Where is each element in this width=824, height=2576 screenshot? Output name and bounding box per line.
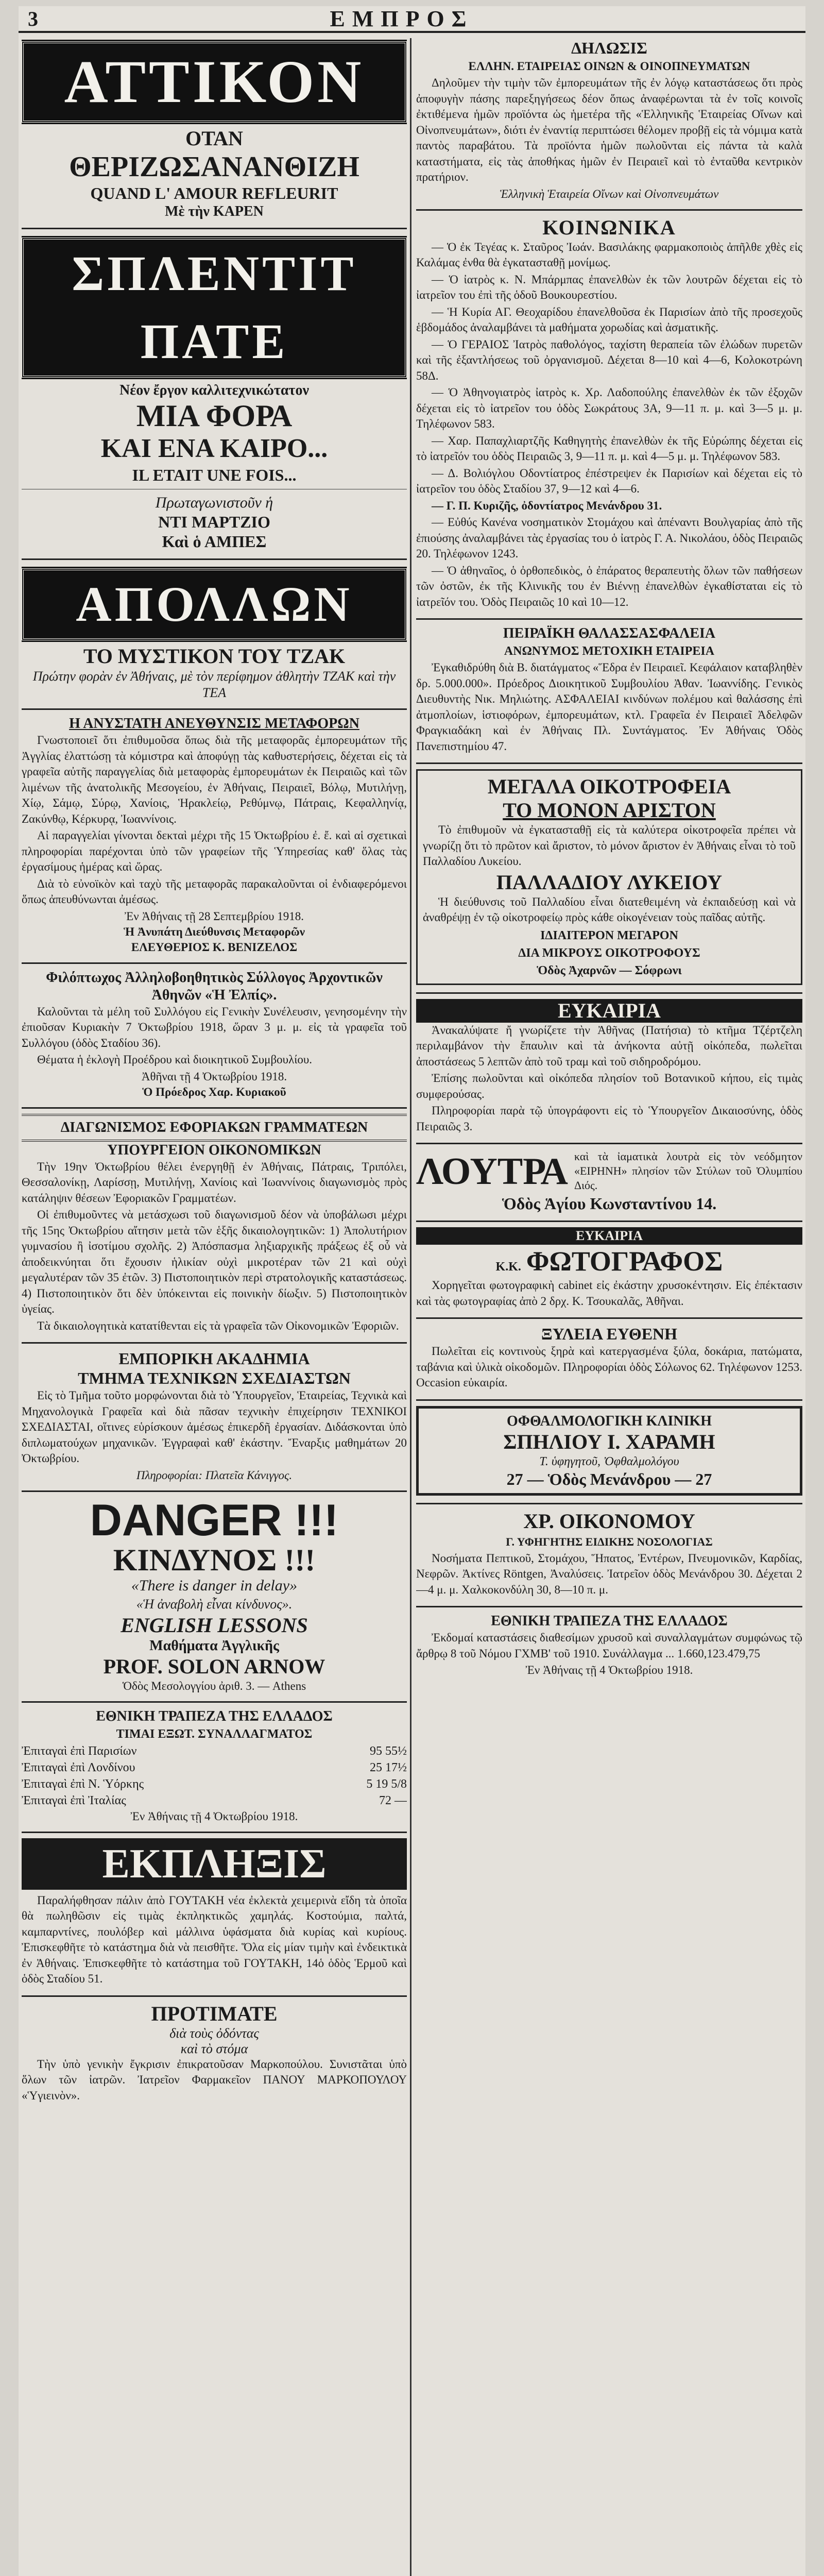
opportunity-p3: Πληροφορίαι παρὰ τῷ ὑπογράφοντι εἰς τὸ Ὑπουργεῖον Δικαιοσύνης, ὁδὸς Πειραιῶς 3. [416,1104,802,1133]
philanthropic-body: Καλοῦνται τὰ μέλη τοῦ Συλλόγου εἰς Γενικὴν Συνέλευσιν, γενησομένην τὴν ἐπιοῦσαν Κυριακὴν 7 Ὀκτωβρίου 1918, ὥραν 3 μ. μ. εἰς τὰ γραφεῖα τοῦ Συλλόγου (ὁδὸς Σταδίου 36). [22,1005,407,1049]
attikon-line1: ΟΤΑΝ [185,127,243,150]
philanthropic-p2: Θέματα ἡ ἐκλογὴ Προέδρου καὶ διοικητικοῦ Συμβουλίου. [37,1053,313,1066]
apollon-line2: Πρώτην φορὰν ἐν Ἀθήναις, μὲ τὸν περίφημον ἀθλητὴν ΤΖΑΚ καὶ τὴν ΤΕΑ [32,669,396,700]
attikon-line3: QUAND L' AMOUR REFLEURIT [90,184,338,202]
bank-rate-row [22,1759,407,1776]
bank-date: Ἐν Ἀθήναις τῇ 4 Ὀκτωβρίου 1918. [130,1809,298,1823]
photo-prefix: Κ.Κ. [495,1260,521,1274]
protimate-line1: διὰ τοὺς ὀδόντας [169,2025,259,2041]
divider [416,1606,802,1607]
wood-title: ΞΥΛΕΙΑ ΕΥΘΕΝΗ [541,1325,678,1343]
bank-rate-label: Ἐπιταγαὶ ἐπὶ Ἰταλίας [22,1793,126,1807]
philanthropic-sign: Ὁ Πρόεδρος Χαρ. Κυριακοῦ [142,1085,286,1098]
exams-title: ΔΙΑΓΩΝΙΣΜΟΣ ΕΦΟΡΙΑΚΩΝ ΓΡΑΜΜΑΤΕΩΝ [22,1114,407,1142]
divider [22,1490,407,1492]
academy-subtitle: ΤΜΗΜΑ ΤΕΧΝΙΚΩΝ ΣΧΕΔΙΑΣΤΩΝ [78,1369,351,1387]
divider [416,1317,802,1319]
academy-title: ΕΜΠΟΡΙΚΗ ΑΚΑΔΗΜΙΑ [118,1349,310,1368]
bank-rate-value: 72 — [379,1793,407,1807]
social-p10: — Ὁ ἀθηναῖος, ὁ ὀρθοπεδικὸς, ὁ ἐπάρατος θεραπευτὴς ὅλων τῶν παθήσεων τῶν ὀστῶν, ἐκ τῆς Κλινικῆς του ἐν Βιέννῃ ἐπανελθὼν ἐγκαθίσταται εἰς τὸ ἰατρεῖόν του. Ὁδὸς Πειραιῶς 10 καὶ 10—12. [416,564,802,608]
protimate-body: Τὴν ὑπὸ γενικὴν ἔγκρισιν ἐπικρατοῦσαν Μαρκοπούλου. Συνιστᾶται ὑπὸ ὅλων τῶν ἰατρῶν. Ἰατρεῖον Φαρμακεῖον ΠΑΝΟΥ ΜΑΡΚΟΠΟΥΛΟΥ «Ὑγιεινὸν». [22,2057,407,2102]
bank2-title: ΕΘΝΙΚΗ ΤΡΑΠΕΖΑ ΤΗΣ ΕΛΛΑΔΟΣ [491,1613,728,1629]
divider [416,992,802,994]
protimate-line2: καὶ τὸ στόμα [180,2041,248,2056]
danger-line2: «Ἡ ἀναβολὴ εἶναι κίνδυνος». [136,1596,293,1612]
ad-insurance [416,625,802,755]
ad-english-lessons [22,1497,407,1694]
divider [22,708,407,710]
ad-doctor [416,1510,802,1599]
opportunity-p1: Ἀνακαλύψατε ἤ γνωρίζετε τὴν Ἀθῆνας (Πατήσια) τὸ κτῆμα Τζέρτζελη περιλαμβάνον τὴν ἔπαυλιν καὶ τὰ ἀνήκοντα αὐτῇ οἰκόπεδα, πωλεῖται ἀποστάσεως 5 λεπτῶν ἀπὸ τοῦ τραμ καὶ τοῦ σιδηροδρόμου. [416,1023,802,1068]
splendid-line4: IL ETAIT UNE FOIS... [132,466,297,484]
clinic-owner: ΣΠΗΛΙΟΥ Ι. ΧΑΡΑΜΗ [503,1430,715,1453]
notice-bank-rates [22,1708,407,1824]
splendid-line1: Νέον ἔργον καλλιτεχνικώτατον [119,382,309,398]
social-title: ΚΟΙΝΩΝΙΚΑ [542,215,676,239]
ad-splendid [22,234,407,551]
bank-subtitle: ΤΙΜΑΙ ΕΞΩΤ. ΣΥΝΑΛΛΑΓΜΑΤΟΣ [116,1727,313,1741]
apollon-logo: ΑΠΟΛΛΩΝ [22,568,407,640]
splendid-line5: Πρωταγωνιστοῦν ἡ [155,494,273,511]
doctor-title: ΧΡ. ΟΙΚΟΝΟΜΟΥ [523,1509,695,1533]
bank-rate-value: 95 55½ [370,1744,407,1758]
bank-rate-label: Ἐπιταγαὶ ἐπὶ Ν. Ὑόρκης [22,1777,144,1791]
insurance-body: Ἐγκαθιδρύθη διὰ Β. διατάγματος «Ἕδρα ἐν Πειραιεῖ. Κεφάλαιον καταβληθὲν δρ. 5.000.000». Πρόεδρος Διοικητικοῦ Συμβουλίου Ἀθαν. Ἰωαννίδης. Γενικὸς Διευθυντὴς Νικ. Μηλιώτης. ΑΣΦΑΛΕΙΑΙ κινδύνων πολέμου καὶ θαλάσσης ἐπὶ ἀτμοπλοίων, ἱστιοφόρων, ἐμπορευμάτων, κτλ. Γραφεῖα ἐν Πειραιεῖ Ἀδελφῶν Φραγκιαδάκη καὶ ἐν Ἀθήναις Πλ. Συντάγματος. Ἐν Ἀθήναις Ὁδὸς Πανεπιστημίου 47. [416,661,802,753]
social-p1: — Ὁ ἐκ Τεγέας κ. Σταῦρος Ἰωάν. Βασιλάκης φαρμακοποιὸς ἀπῆλθε χθὲς εἰς Καλάμας ἐνθα θὰ ἐγκατασταθῇ μονίμως. [416,240,802,269]
divider [416,618,802,620]
notice-bank-statement [416,1613,802,1678]
academy-sign: Πληροφορίαι: Πλατεῖα Κάνιγγος. [136,1468,293,1482]
divider [416,1143,802,1144]
boarding-footer3: Ὁδὸς Ἀχαρνῶν — Σόφρωνι [537,963,682,977]
evacuees-sign2: ΕΛΕΥΘΕΡΙΟΣ Κ. ΒΕΝΙΖΕΛΟΣ [131,940,298,954]
divider [416,209,802,211]
divider [22,558,407,560]
divider [416,1221,802,1222]
danger-title: DANGER !!! [90,1497,339,1545]
divider [416,1503,802,1504]
evacuees-p1: Γνωστοποιεῖ ὅτι ἐπιθυμοῦσα ὅπως διὰ τῆς μεταφορᾶς ἐμπορευμάτων τῆς Ἀγγλίας ἐλαττώσῃ τὰ κόμιστρα καὶ ἀποφύγῃ τὰς καθυστερήσεις, δέχεται εἰς τὰ γραφεῖα αὐτῆς παραγγελίας διὰ μεταφορὰς ἐμπορευμάτων ἐκ Πειραιῶς καὶ τῶν λιμένων τῆς ἀνατολικῆς Μεσογείου, ἐν Ἀθήναις, Πειραιεῖ, Βόλῳ, Μυτιλήνῃ, Χίῳ, Σάμῳ, Σύρῳ, Χανίοις, Ἡρακλείῳ, Ρεθύμνῳ, Πάτραις, Κεφαλληνίᾳ, Ζακύνθῳ, Κέρκυρᾳ, Ἰωαννίνοις. [22,734,407,825]
photo-body: Χορηγεῖται φωτογραφικὴ cabinet εἰς ἐκάστην χρυσοκέντησιν. Εἰς ἐπέκτασιν καὶ τὰς φωτογραφίας ἀπὸ 2 δρχ. Κ. Τσουκαλᾶς, Ἀθῆναι. [416,1279,802,1308]
attikon-line4: Μὲ τὴν ΚΑΡΕΝ [165,204,264,219]
right-column [416,38,802,2576]
danger-line1: «There is danger in delay» [131,1577,298,1594]
page-number: 3 [28,7,38,30]
boarding-body: Τὸ ἐπιθυμοῦν νὰ ἐγκατασταθῇ εἰς τὰ καλύτερα οἰκοτροφεῖα πρέπει νὰ γνωρίζῃ ὅτι τὸ πρῶτον καὶ ἄριστον, τὸ μόνον ἄριστον ἐν Ἀθήναις εἶναι τὸ τοῦ Παλλαδίου Λυκείου. [423,823,796,868]
photo-shop: ΦΩΤΟΓΡΑΦΟΣ [526,1246,723,1277]
masthead [19,6,805,33]
divider [22,962,407,964]
photo-title: ΕΥΚΑΙΡΙΑ [416,1227,802,1245]
bank2-date: Ἐν Ἀθήναις τῇ 4 Ὀκτωβρίου 1918. [525,1664,693,1676]
danger-line3: ENGLISH LESSONS [121,1613,308,1637]
notice-declaration [416,38,802,202]
exams-p3: Τὰ δικαιολογητικὰ κατατίθενται εἰς τὰ γραφεῖα τῶν Οἰκονομικῶν Ἐφοριῶν. [37,1319,399,1332]
clinic-line1: Τ. ὑφηγητοῦ, Ὀφθαλμολόγου [539,1454,679,1468]
social-p2: — Ὁ ἰατρὸς κ. Ν. Μπάρμπας ἐπανελθὼν ἐκ τῶν λουτρῶν δέχεται εἰς τὸ ἰατρεῖον του ἐπὶ τῆς ὁδοῦ Βουκουρεστίου. [416,273,802,301]
social-p7: — Δ. Βολιόγλου Οδοντίατρος ἐπέστρεψεν ἐκ Παρισίων καὶ δέχεται εἰς τὸ ἰατρεῖον του ὁδὸς Σταδίου 37, 9—12 καὶ 4—6. [416,466,802,495]
danger-line4: Μαθήματα Ἀγγλικῆς [149,1637,279,1654]
ad-photographer [416,1227,802,1310]
splendid-line6: ΝΤΙ ΜΑΡΤΖΙΟ [158,513,270,531]
opportunity-title: ΕΥΚΑΙΡΙΑ [416,999,802,1023]
boarding-subtitle: ΤΟ ΜΟΝΟΝ ΑΡΙΣΤΟΝ [503,799,716,822]
insurance-title: ΠΕΙΡΑΪΚΗ ΘΑΛΑΣΣΑΣΦΑΛΕΙΑ [503,625,716,641]
bank-rate-label: Ἐπιταγαὶ ἐπὶ Λονδίνου [22,1760,135,1774]
divider [22,1342,407,1344]
evacuees-sign1: Ἡ Ἀνυπάτη Διεύθυνσις Μεταφορῶν [124,925,305,938]
ekplixis-body: Παραλήφθησαν πάλιν ἀπὸ ΓΟΥΤΑΚΗ νέα ἐκλεκτὰ χειμερινὰ εἴδη τὰ ὁποῖα θὰ πωληθῶσιν εἰς τιμὰς ἐκπληκτικῶς χαμηλάς. Κοστούμια, παλτά, καμπαρντίνες, πουλόβερ καὶ μάλλινα ὑφάσματα διὰ κυρίας καὶ κυρίους. Ἐπισκεφθῆτε τὸ κατάστημα διὰ νὰ πεισθῆτε. Ὅλα εἰς μίαν τιμὴν καὶ ἐνδεικτικὰ ἐν Ἀθήναις. Ἐπισκεφθῆτε τὸ κατάστημα τοῦ ΓΟΥΤΑΚΗ, 14ὁ ὁδὸς Ἑρμοῦ καὶ ὁδὸς Σταδίου 51. [22,1893,407,1985]
notice-philanthropic [22,969,407,1100]
bank-rate-row [22,1776,407,1792]
bank-rate-row [22,1743,407,1759]
bank-title: ΕΘΝΙΚΗ ΤΡΑΠΕΖΑ ΤΗΣ ΕΛΛΑΔΟΣ [96,1708,333,1724]
clinic-address: 27 — Ὁδὸς Μενάνδρου — 27 [506,1469,712,1488]
bank2-body: Ἐκδομαί καταστάσεις διαθεσίμων χρυσοῦ καὶ συναλλαγμάτων συμφώνως τῷ ἄρθρῳ 8 τοῦ Νόμου ΓΧΜΒ' τοῦ 1910. Συνάλλαγμα ... 1.660,123.479,75 [416,1631,802,1660]
opportunity-p2: Ἐπίσης πωλοῦνται καὶ οἰκόπεδα πλησίον τοῦ Βοτανικοῦ κήπου, εἰς τιμὰς συμφερούσας. [416,1072,802,1100]
boarding-school: ΠΑΛΛΑΔΙΟΥ ΛΥΚΕΙΟΥ [496,870,723,894]
ad-opportunity [416,999,802,1136]
ekplixis-title: ΕΚΠΛΗΞΙΣ [22,1838,407,1890]
section-social [416,216,802,612]
social-p3: — Ἡ Κυρία ΑΓ. Θεοχαρίδου ἐπανελθοῦσα ἐκ Παρισίων ἀπὸ τῆς προσεχοῦς ἑβδομάδος ἀναλαμβάνει τὰ μαθήματα χορωδίας καὶ ἀσματικῆς. [416,305,802,334]
bank-rate-value: 25 17½ [370,1760,407,1774]
notice-exams [22,1114,407,1335]
notice-evacuees [22,715,407,955]
ad-wood [416,1324,802,1392]
social-p4: — Ὁ ΓΕΡΑΙΟΣ Ἰατρὸς παθολόγος, ταχίστη θεραπεία τῶν ἐλώδων πυρετῶν καὶ τῆς ἐξαντλήσεως τοῦ ὀργανισμοῦ. Δέχεται 8—10 καὶ 4—6, Κολοκοτρώνη 58Δ. [416,337,802,382]
attikon-line2: ΘΕΡΙΖΩΣΑΝΑΝΘΙΖΗ [69,151,359,183]
philanthropic-title: Φιλόπτωχος Ἀλληλοβοηθητικὸς Σύλλογος Ἀρχοντικῶν Ἀθηνῶν «Ἡ Ἐλπίς». [46,969,383,1003]
splendid-logo: ΣΠΛΕΝΤΙΤ ΠΑΤΕ [22,238,407,378]
bank-rate-row [22,1792,407,1809]
notice-body: Δηλοῦμεν τὴν τιμὴν τῶν ἐμπορευμάτων τῆς ἐν λόγῳ καταστάσεως ὅτι πρὸς ἀποφυγὴν πάσης παρεξηγήσεως δέον ὅπως ἀναφέρωνται τὰ ἐν τοῖς κοινοῖς ἐκτιθέμενα ἡμῶν προϊόντα ὡς ἡμετέρα τῆς «Ἑλληνικῆς Ἑταιρείας Οἴνων καὶ Οἰνοπνευμάτων», διότι ἐν ἐναντίᾳ περιπτώσει θέλομεν προβῇ εἰς τὰ νόμιμα κατὰ παντὸς παραβάτου. Τὰ προϊόντα ἡμῶν πωλοῦνται εἰς πάντα τὰ καλὰ καταστήματα, εἰς τὰς ἀποθήκας ἡμῶν ἐν Πειραιεῖ καὶ τὸ ἐνταῦθα κεντρικὸν πρατήριον. [416,76,802,183]
philanthropic-date: Ἀθῆναι τῇ 4 Ὀκτωβρίου 1918. [141,1070,287,1083]
boarding-footer1: ΙΔΙΑΙΤΕΡΟΝ ΜΕΓΑΡΟΝ [540,928,678,942]
newspaper-page [19,6,805,2576]
divider [22,1995,407,1997]
clinic-title: ΟΦΘΑΛΜΟΛΟΓΙΚΗ ΚΛΙΝΙΚΗ [506,1413,712,1429]
doctor-subtitle: Γ. ΥΦΗΓΗΤΗΣ ΕΙΔΙΚΗΣ ΝΟΣΟΛΟΓΙΑΣ [506,1535,713,1548]
ad-apollon [22,565,407,701]
splendid-line3: ΚΑΙ ΕΝΑ ΚΑΙΡΟ... [100,434,328,463]
academy-body: Εἰς τὸ Τμῆμα τοῦτο μορφώνονται διὰ τὸ Ὑπουργεῖον, Ἑταιρείας, Τεχνικὰ καὶ Μηχανολογικὰ Γραφεῖα καὶ διὰ πᾶσαν τεχνικὴν ἐπιχείρησιν ΤΕΧΝΙΚΟΙ ΣΧΕΔΙΑΣΤΑΙ, οἵτινες εὑρίσκουν ἀμέσως ἐπικερδῆ ἐργασίαν. Διδάσκονται ὑπὸ διπλωματούχων μηχανικῶν. Ἐγγραφαὶ καθ' ἑκάστην. Ἔναρξις μαθημάτων 20 Ὀκτωβρίου. [22,1389,407,1465]
boarding-title: ΜΕΓΑΛΑ ΟΙΚΟΤΡΟΦΕΙΑ [487,775,731,798]
baths-side: καὶ τὰ ἰαματικὰ λουτρὰ εἰς τὸν νεόδμητον «ΕΙΡΗΝΗ» πλησίον τῶν Στύλων τοῦ Ὀλυμπίου Διός. [574,1150,802,1192]
evacuees-date: Ἐν Ἀθήναις τῇ 28 Σεπτεμβρίου 1918. [125,909,304,923]
bank-rate-label: Ἐπιταγαὶ ἐπὶ Παρισίων [22,1744,137,1758]
ad-boarding [416,769,802,985]
insurance-subtitle: ΑΝΩΝΥΜΟΣ ΜΕΤΟΧΙΚΗ ΕΤΑΙΡΕΙΑ [504,645,715,658]
splendid-line2: ΜΙΑ ΦΟΡΑ [136,399,293,433]
danger-greek: ΚΙΝΔΥΝΟΣ !!! [113,1543,316,1577]
boarding-body2: Ἡ διεύθυνσις τοῦ Παλλαδίου εἶναι διατεθειμένη νὰ ἐκπαιδεύσῃ καὶ νὰ ἀναθρέψῃ ἐν τῷ οἰκοτροφείῳ πρὸς κάθε οἰκογένειαν τοὺς παῖδας αὐτῆς. [423,895,796,924]
bank-rate-value: 5 19 5/8 [366,1777,407,1791]
notice-sign: Ἑλληνικὴ Ἑταιρεία Οἴνων καὶ Οἰνοπνευμάτων [500,187,719,200]
bank-rates-list [22,1743,407,1809]
left-column [22,38,407,2576]
divider [416,762,802,764]
splendid-line7: Καὶ ὁ ΑΜΠΕΣ [162,532,267,551]
notice-subtitle: ΕΛΛΗΝ. ΕΤΑΙΡΕΙΑΣ ΟΙΝΩΝ & ΟΙΝΟΠΝΕΥΜΑΤΩΝ [468,60,750,73]
social-p5: — Ὁ Ἀθηνογιατρὸς ἰατρὸς κ. Χρ. Λαδοπούλης ἐπανελθὼν ἐκ τῶν ἐξοχῶν δέχεται εἰς τὸ ἰατρεῖον του ὁδὸς Σωκράτους 3Α, 9—11 π. μ. καὶ 3—5 μ. μ. Τηλέφωνον 583. [416,386,802,430]
baths-title: ΛΟΥΤΡΑ [416,1150,568,1193]
protimate-title: ΠΡΟΤΙΜΑΤΕ [151,2002,278,2025]
notice-title: ΔΗΛΩΣΙΣ [571,39,647,57]
exams-p2: Οἱ ἐπιθυμοῦντες νὰ μετάσχωσι τοῦ διαγωνισμοῦ δέον νὰ ὑποβάλωσι μέχρι τῆς 15ης Ὀκτωβρίου αἴτησιν μετὰ τῶν ἑξῆς δικαιολογητικῶν: 1) Ἀπολυτήριον γυμνασίου ἢ ἰσοτίμου σχολῆς. 2) Ἀπόσπασμα ληξιαρχικῆς πράξεως ἐξ οὗ νὰ ἀποδεικνύηται ὅτι ἔχουσιν ἡλικίαν οὐχὶ μικροτέραν τῶν 21 καὶ οὐχὶ μεγαλυτέραν τῶν 35 ἐτῶν. 3) Πιστοποιητικὸν περὶ στρατολογικῆς καταστάσεως. 4) Πιστοποιητικὸν ὅτι δὲν ὑπόκεινται εἰς ποινικὴν δίωξιν. 5) Πιστοποιητικὸν ὑγείας. [22,1208,407,1315]
social-p8: — Γ. Π. Κυριζῆς, ὀδοντίατρος Μενάνδρου 31. [432,499,662,512]
ad-baths [416,1149,802,1213]
exams-p1: Τὴν 19ην Ὀκτωβρίου θέλει ἐνεργηθῇ ἐν Ἀθήναις, Πάτραις, Τριπόλει, Θεσσαλονίκῃ, Λαρίσσῃ, Μυτιλήνῃ, Χανίοις καὶ Ἰωαννίνοις διαγωνισμὸς πρὸς κατάληψιν θέσεων Ἐφοριακῶν Γραμματέων. [22,1160,407,1205]
attikon-logo: ΑΤΤΙΚΟΝ [22,41,407,123]
evacuees-p3: Διὰ τὸ εὐνοϊκὸν καὶ ταχὺ τῆς μεταφορᾶς παρακαλοῦνται οἱ ἐνδιαφερόμενοι ὅπως ἀπευθύνωνται ἀμέσως. [22,877,407,906]
social-p9: — Εὐθύς Κανένα νοσηματικὸν Στομάχου καὶ ἀπέναντι Βουλγαρίας ἀπὸ τῆς ἐπιούσης ἀναλαμβάνει τὰς ἐργασίας του ὁ ἰατρὸς Γ. Α. Νικολάου, ὁδὸς Πειραιῶς 20. Τηλέφωνον 1243. [416,516,802,560]
divider [22,228,407,229]
doctor-body: Νοσήματα Πεπτικοῦ, Στομάχου, Ἥπατος, Ἐντέρων, Πνευμονικῶν, Καρδίας, Νεφρῶν. Ἀκτίνες Röntgen, Ἀναλύσεις. Ἰατρεῖον ὁδὸς Μενάνδρου 30. Δέχεται 2—4 μ. μ. Χαλκοκονδύλη 30, 8—10 π. μ. [416,1551,802,1596]
ad-attikon [22,38,407,221]
danger-line5: PROF. SOLON ARNOW [103,1654,325,1678]
ad-protimate [22,2002,407,2105]
ad-eye-clinic [416,1406,802,1496]
apollon-line1: ΤΟ ΜΥΣΤΙΚΟΝ ΤΟΥ ΤΖΑΚ [83,645,346,668]
column-rule [410,38,411,2576]
divider [22,1701,407,1703]
exams-subtitle: ΥΠΟΥΡΓΕΙΟΝ ΟΙΚΟΝΟΜΙΚΩΝ [107,1142,321,1158]
divider [22,1832,407,1833]
danger-line6: Ὁδὸς Μεσολογγίου ἀριθ. 3. — Athens [122,1679,306,1692]
paper-name: ΕΜΠΡΟΣ [330,6,474,31]
boarding-footer2: ΔΙΑ ΜΙΚΡΟΥΣ ΟΙΚΟΤΡΟΦΟΥΣ [518,946,700,960]
social-p6: — Χαρ. Παπαχλιαρτζῆς Καθηγητὴς ἐπανελθὼν ἐκ τῆς Εὐρώπης δέχεται εἰς τὸ ἰατρεῖόν του ὁδὸς Πειραιῶς 3, 9—11 π. μ. καὶ 4—5 μ. μ. Τηλέφωνον 583. [416,434,802,463]
divider [416,1399,802,1401]
divider [22,1107,407,1109]
ad-ekplixis [22,1838,407,1988]
ad-academy [22,1349,407,1483]
evacuees-p2: Αἱ παραγγελίαι γίνονται δεκταὶ μέχρι τῆς 15 Ὀκτωβρίου ἐ. ἔ. καὶ αἱ σχετικαὶ πληροφορίαι παρέχονται ὑπὸ τῶν γραφείων τῆς Ὑπηρεσίας καθ' ὅλας τὰς ἐργασίμους ἡμέρας καὶ ὥρας. [22,829,407,873]
wood-body: Πωλεῖται εἰς κοντινοὺς ξηρὰ καὶ κατεργασμένα ξύλα, δοκάρια, πατώματα, ταβάνια καὶ ὑλικὰ οἰκοδομῶν. Πληροφορίαι ὁδὸς Σόλωνος 62. Τηλέφωνον 1253. Occasion εὐκαιρία. [416,1345,802,1389]
evacuees-title: Η ΑΝΥΣΤΑΤΗ ΑΝΕΥΘΥΝΣΙΣ ΜΕΤΑΦΟΡΩΝ [69,716,359,732]
baths-address: Ὁδὸς Ἁγίου Κωνσταντίνου 14. [502,1194,717,1213]
